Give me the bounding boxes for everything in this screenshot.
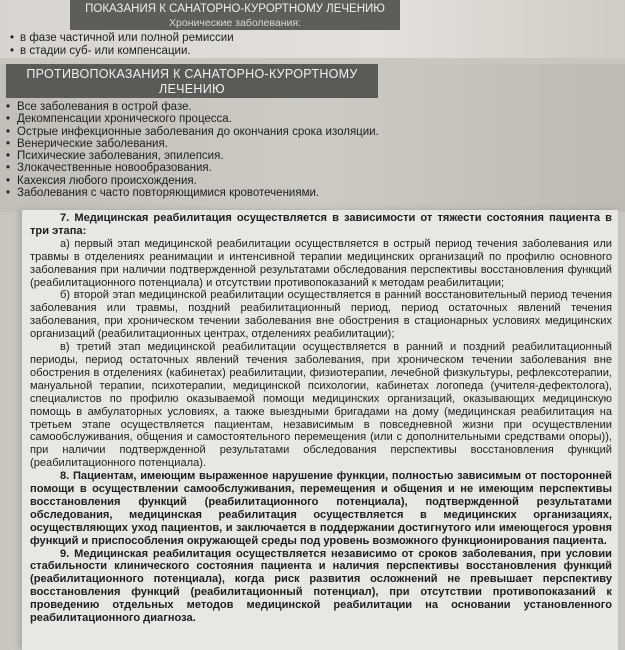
indications-list: [0, 32, 625, 58]
list-item: • Заболевания с часто повторяющимися кровотечениями.: [6, 187, 625, 199]
paragraph-8: 8. Пациентам, имеющим выраженное нарушение функции, полностью зависимым от посторонней помощи в осуществлении самообслуживания, перемещения и общения и не имеющим перспективы восстановления функций (реабилитационного потенциала), подтвержденной результатами обследования, медицинская реабилитация осуществляется в медицинских организациях, осуществляющих уход пациентов, и заключается в поддержании достигнутого или имеющегося уровня функций и приспособления окружающей среды под уровень возможного функционирования пациента.: [30, 470, 612, 547]
list-item: • Все заболевания в острой фазе.: [6, 101, 625, 113]
contraindications-title: ПРОТИВОПОКАЗАНИЯ К САНАТОРНО-КУРОРТНОМУ ЛЕЧЕНИЮ: [6, 64, 378, 98]
contraindications-slide: [0, 64, 625, 212]
paragraph-7c: в) третий этап медицинской реабилитации осуществляется в ранний и поздний реабилитационный периоды, период остаточных явлений течения заболевания, при хроническом течении заболевания вне обострения в отделениях (кабинетах) реабилитации, физиотерапии, лечебной физкультуры, рефлексотерапии, мануальной терапии, психотерапии, медицинской психологии, кабинетах логопеда (учителя-дефектолога), специалистов по профилю оказываемой помощи медицинских организаций, оказывающих медицинскую помощь в амбулаторных условиях, а также выездными бригадами на дому (медицинская реабилитация на третьем этапе осуществляется пациентам, независимым в повседневной жизни при осуществлении самообслуживания, общения и самостоятельного перемещения (или с дополнительными средствами опоры)), при наличии подтвержденной результатами обследования перспективы восстановления функций (реабилитационного потенциала).: [30, 341, 612, 470]
list-item: • Кахексия любого происхождения.: [6, 175, 625, 187]
list-item: • Острые инфекционные заболевания до окончания срока изоляции.: [6, 126, 625, 138]
indications-subtitle: Хронические заболевания:: [169, 17, 301, 29]
list-item: • Психические заболевания, эпилепсия.: [6, 150, 625, 162]
indications-slide: [0, 0, 625, 58]
paragraph-7b: б) второй этап медицинской реабилитации осуществляется в ранний восстановительный период течения заболевания или травмы, поздний реабилитационный период, период остаточных явлений течения заболевания, при хроническом течении заболевания вне обострения в стационарных условиях медицинских организаций (реабилитационных центрах, отделениях реабилитации);: [30, 289, 612, 341]
paragraph-7a: а) первый этап медицинской реабилитации осуществляется в острый период течения заболевания или травмы в отделениях реанимации и интенсивной терапии медицинских организаций по профилю основного заболевания при наличии подтвержденной результатами обследования перспективы восстановления функций (реабилитационного потенциала) и отсутствии противопоказаний к методам реабилитации;: [30, 237, 612, 289]
list-item: • в стадии суб- или компенсации.: [10, 45, 625, 58]
paragraph-7-title: 7. Медицинская реабилитация осуществляется в зависимости от тяжести состояния пациента в три этапа:: [30, 212, 612, 237]
paragraph-9: 9. Медицинская реабилитация осуществляется независимо от сроков заболевания, при условии стабильности клинического состояния пациента и наличия перспективы восстановления функций (реабилитационного потенциала), когда риск развития осложнений не превышает перспективу восстановления функций (реабилитационный потенциал), при отсутствии противопоказаний к проведению отдельных методов медицинской реабилитации на основании установленного реабилитационного диагноза.: [30, 547, 612, 625]
list-item: • Злокачественные новообразования.: [6, 162, 625, 174]
indications-title: ПОКАЗАНИЯ К САНАТОРНО-КУРОРТНОМУ ЛЕЧЕНИЮ: [85, 3, 385, 15]
list-item: • Декомпенсации хронического процесса.: [6, 113, 625, 125]
contraindications-list: [0, 101, 625, 199]
list-item: • в фазе частичной или полной ремиссии: [10, 32, 625, 45]
indications-header: [70, 0, 400, 30]
regulation-text: [22, 210, 618, 650]
list-item: • Венерические заболевания.: [6, 138, 625, 150]
